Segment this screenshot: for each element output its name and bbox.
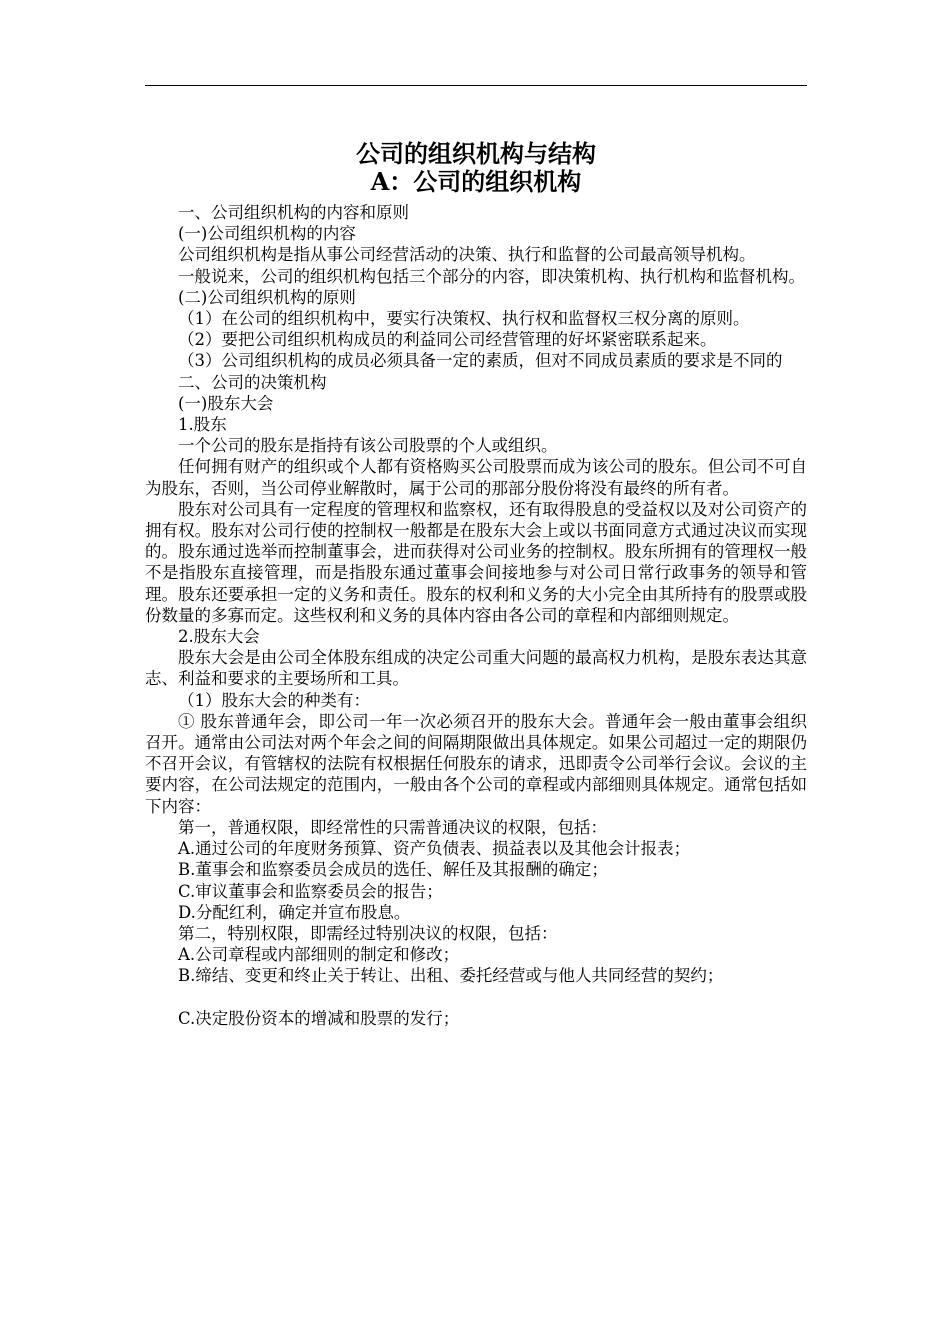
paragraph: 股东对公司具有一定程度的管理权和监察权，还有取得股息的受益权以及对公司资产的拥有权。股东对公司行使的控制权一般都是在股东大会上或以书面同意方式通过决议而实现的。股东通过选举而控制董事会，进而获得对公司业务的控制权。股东所拥有的管理权一般不是指股东直接管理，而是指股东通过董事会间接地参与对公司日常行政事务的领导和管理。股东还要承担一定的义务和责任。股东的权利和义务的大小完全由其所持有的股票或股份数量的多寡而定。这些权利和义务的具体内容由各公司的章程和内部细则规定。 [145, 499, 807, 625]
heading-meeting: 2.股东大会 [178, 627, 260, 647]
paragraph: 公司组织机构是指从事公司经营活动的决策、执行和监督的公司最高领导机构。 [178, 245, 756, 265]
paragraph: ① 股东普通年会，即公司一年一次必须召开的股东大会。普通年会一般由董事会组织召开。通常由公司法对两个年会之间的间隔期限做出具体规定。如果公司超过一定的期限仍不召开会议，有管辖权的法院有权根据任何股东的请求，迅即责令公司举行会议。会议的主要内容，在公司法规定的范围内，一般由各个公司的章程或内部细则具体规定。通常包括如下内容： [145, 711, 807, 816]
heading-1: 一、公司组织机构的内容和原则 [178, 203, 409, 222]
list-item: B.缔结、变更和终止关于转让、出租、委托经营或与他人共同经营的契约； [178, 966, 724, 986]
paragraph: 股东大会是由公司全体股东组成的决定公司重大问题的最高权力机构，是股东表达其意志、利益和要求的主要场所和工具。 [145, 648, 807, 689]
paragraph: 一般说来，公司的组织机构包括三个部分的内容，即决策机构、执行机构和监督机构。 [178, 266, 805, 286]
section-title: A：公司的组织机构 [370, 167, 582, 196]
heading-2-1: (一)股东大会 [178, 393, 274, 413]
list-item: A.通过公司的年度财务预算、资产负债表、损益表以及其他会计报表； [178, 839, 691, 859]
heading-shareholder: 1.股东 [178, 415, 227, 435]
list-item: C.决定股份资本的增减和股票的发行； [178, 1008, 460, 1028]
header-rule [145, 85, 807, 86]
list-item: D.分配红利，确定并宣布股息。 [178, 902, 411, 922]
document-title: 公司的组织机构与结构 [356, 139, 596, 168]
heading-1-2: (二)公司组织机构的原则 [178, 287, 356, 307]
list-item: （1）在公司的组织机构中，要实行决策权、执行权和监督权三权分离的原则。 [178, 309, 750, 329]
list-item: （3）公司组织机构的成员必须具备一定的素质，但对不同成员素质的要求是不同的 [178, 351, 783, 371]
paragraph: 一个公司的股东是指持有该公司股票的个人或组织。 [178, 436, 558, 456]
list-item: （2）要把公司组织机构成员的利益同公司经营管理的好坏紧密联系起来。 [178, 330, 717, 350]
list-item: B.董事会和监察委员会成员的选任、解任及其报酬的确定； [178, 860, 608, 880]
document-body [145, 140, 807, 1029]
paragraph: 第一，普通权限，即经常性的只需普通决议的权限，包括： [178, 817, 607, 837]
list-item: C.审议董事会和监察委员会的报告； [178, 881, 443, 901]
paragraph: 第二，特别权限，即需经过特别决议的权限，包括： [178, 923, 558, 943]
heading-2: 二、公司的决策机构 [178, 372, 327, 392]
list-item: A.公司章程或内部细则的制定和修改； [178, 945, 460, 965]
list-item: （1）股东大会的种类有： [178, 690, 370, 710]
heading-1-1: (一)公司组织机构的内容 [178, 224, 356, 244]
paragraph: 任何拥有财产的组织或个人都有资格购买公司股票而成为该公司的股东。但公司不可自为股东，否则，当公司停业解散时，属于公司的那部分股份将没有最终的所有者。 [145, 457, 807, 498]
